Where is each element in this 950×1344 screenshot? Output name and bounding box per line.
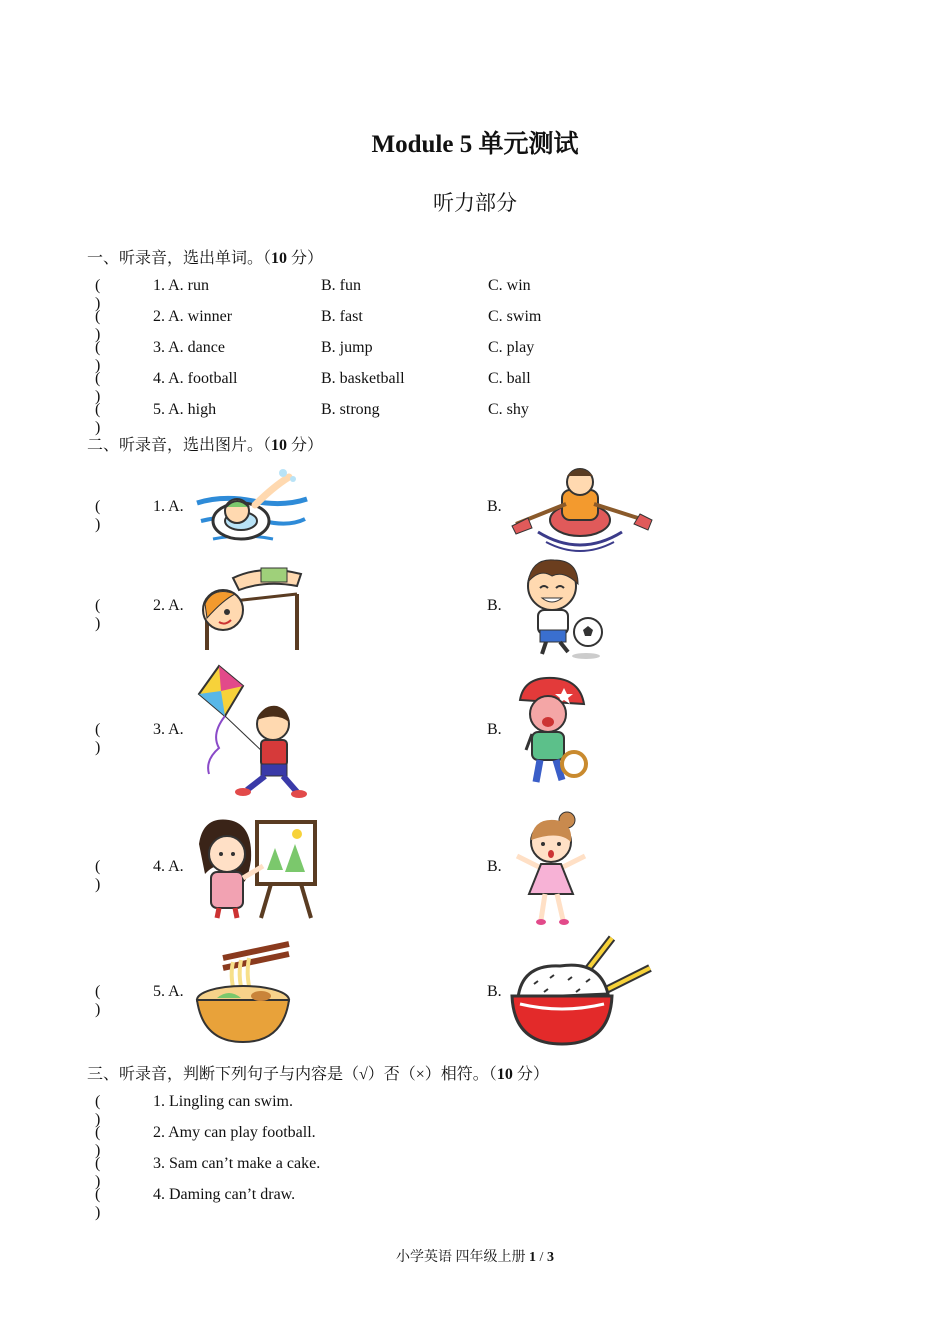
option-a: 5. A. high bbox=[153, 401, 217, 418]
answer-blank[interactable]: ( ) bbox=[95, 277, 101, 312]
option-a: 1. A. run bbox=[153, 277, 209, 294]
answer-blank[interactable]: ( ) bbox=[95, 1186, 101, 1221]
option-a: 2. A. winner bbox=[153, 308, 233, 325]
option-c: C. win bbox=[488, 277, 531, 294]
statement-text: 3. Sam can’t make a cake. bbox=[153, 1155, 321, 1172]
swimming-boy-picture bbox=[193, 465, 311, 551]
answer-blank[interactable]: ( ) bbox=[95, 498, 101, 533]
answer-blank[interactable]: ( ) bbox=[95, 1124, 101, 1159]
high-jump-picture bbox=[193, 560, 317, 654]
option-a-label: 5. A. bbox=[153, 983, 184, 1000]
answer-blank[interactable]: ( ) bbox=[95, 597, 101, 632]
option-b: B. strong bbox=[321, 401, 380, 418]
answer-blank[interactable]: ( ) bbox=[95, 401, 101, 436]
rice-bowl-picture bbox=[510, 934, 654, 1048]
option-a-label: 3. A. bbox=[153, 721, 184, 738]
option-c: C. swim bbox=[488, 308, 542, 325]
rowing-boy-picture bbox=[510, 462, 654, 554]
statement-text: 2. Amy can play football. bbox=[153, 1124, 316, 1141]
football-boy-picture bbox=[512, 556, 606, 660]
section-subtitle: 听力部分 bbox=[433, 191, 517, 215]
option-b: B. fun bbox=[321, 277, 361, 294]
option-b: B. fast bbox=[321, 308, 363, 325]
section-2-heading: 二、听录音，选出图片。（10 分） bbox=[87, 437, 324, 454]
option-c: C. shy bbox=[488, 401, 529, 418]
answer-blank[interactable]: ( ) bbox=[95, 983, 101, 1018]
section-3-heading: 三、听录音，判断下列句子与内容是（√）否（×）相符。（10 分） bbox=[87, 1066, 549, 1083]
dancing-girl-picture bbox=[511, 810, 591, 926]
option-a-label: 4. A. bbox=[153, 858, 184, 875]
option-b-label: B. bbox=[487, 498, 502, 515]
answer-blank[interactable]: ( ) bbox=[95, 1155, 101, 1190]
noodles-bowl-picture bbox=[193, 940, 293, 1046]
answer-blank[interactable]: ( ) bbox=[95, 339, 101, 374]
option-a: 4. A. football bbox=[153, 370, 238, 387]
option-b: B. basketball bbox=[321, 370, 405, 387]
option-a-label: 1. A. bbox=[153, 498, 184, 515]
page-title: Module 5 单元测试 bbox=[371, 131, 579, 158]
answer-blank[interactable]: ( ) bbox=[95, 858, 101, 893]
page-total: 3 bbox=[546, 1250, 554, 1265]
page-footer: 小学英语 四年级上册 1 / 3 bbox=[396, 1250, 554, 1265]
option-b-label: B. bbox=[487, 858, 502, 875]
option-b-label: B. bbox=[487, 597, 502, 614]
section-1-heading: 一、听录音，选出单词。（10 分） bbox=[87, 250, 324, 267]
option-b: B. jump bbox=[321, 339, 373, 356]
answer-blank[interactable]: ( ) bbox=[95, 721, 101, 756]
option-c: C. ball bbox=[488, 370, 531, 387]
answer-blank[interactable]: ( ) bbox=[95, 1093, 101, 1128]
page-number: 1 bbox=[529, 1250, 537, 1265]
singing-boy-picture bbox=[510, 674, 590, 792]
drawing-girl-picture bbox=[193, 814, 321, 920]
statement-text: 4. Daming can’t draw. bbox=[153, 1186, 296, 1203]
answer-blank[interactable]: ( ) bbox=[95, 370, 101, 405]
kite-boy-picture bbox=[193, 664, 309, 800]
statement-text: 1. Lingling can swim. bbox=[153, 1093, 293, 1110]
option-b-label: B. bbox=[487, 721, 502, 738]
answer-blank[interactable]: ( ) bbox=[95, 308, 101, 343]
option-b-label: B. bbox=[487, 983, 502, 1000]
option-c: C. play bbox=[488, 339, 535, 356]
option-a-label: 2. A. bbox=[153, 597, 184, 614]
option-a: 3. A. dance bbox=[153, 339, 225, 356]
